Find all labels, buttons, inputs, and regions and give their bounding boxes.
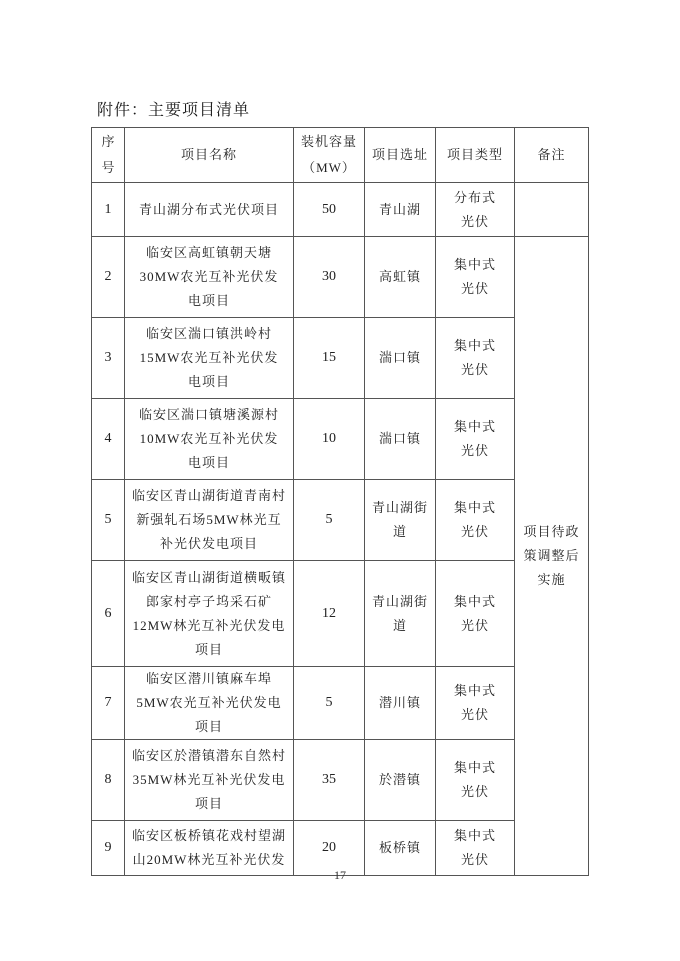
row-capacity: 10 xyxy=(294,399,365,480)
row-note-empty xyxy=(515,183,589,237)
header-name: 项目名称 xyxy=(125,128,294,183)
row-no: 9 xyxy=(92,821,125,876)
table-row xyxy=(92,740,589,821)
row-no: 6 xyxy=(92,561,125,667)
row-site: 青山湖 xyxy=(365,183,436,237)
row-project-name: 临安区青山湖街道横畈镇郎家村亭子坞采石矿12MW林光互补光伏发电项目 xyxy=(125,561,294,667)
table-row xyxy=(92,183,589,237)
merged-note-cell: 项目待政策调整后实施 xyxy=(515,237,589,876)
row-capacity: 20 xyxy=(294,821,365,876)
row-project-name: 临安区湍口镇洪岭村15MW农光互补光伏发电项目 xyxy=(125,318,294,399)
row-project-name: 临安区板桥镇花戏村望湖山20MW林光互补光伏发 xyxy=(125,821,294,876)
header-note: 备注 xyxy=(515,128,589,183)
table-header-row xyxy=(92,128,589,183)
row-no: 5 xyxy=(92,480,125,561)
row-no: 8 xyxy=(92,740,125,821)
row-site: 於潜镇 xyxy=(365,740,436,821)
row-site: 高虹镇 xyxy=(365,237,436,318)
header-capacity: 装机容量（MW） xyxy=(294,128,365,183)
row-site: 湍口镇 xyxy=(365,399,436,480)
row-capacity: 5 xyxy=(294,667,365,740)
row-project-name: 临安区於潜镇潜东自然村35MW林光互补光伏发电项目 xyxy=(125,740,294,821)
header-type: 项目类型 xyxy=(436,128,515,183)
row-type: 集中式光伏 xyxy=(436,667,515,740)
row-capacity: 30 xyxy=(294,237,365,318)
row-no: 2 xyxy=(92,237,125,318)
table-row xyxy=(92,237,589,318)
table-row xyxy=(92,561,589,667)
row-site: 湍口镇 xyxy=(365,318,436,399)
row-capacity: 15 xyxy=(294,318,365,399)
row-type: 集中式光伏 xyxy=(436,740,515,821)
row-capacity: 5 xyxy=(294,480,365,561)
table-row xyxy=(92,399,589,480)
row-type: 集中式光伏 xyxy=(436,399,515,480)
row-site: 板桥镇 xyxy=(365,821,436,876)
row-no: 1 xyxy=(92,183,125,237)
header-site: 项目选址 xyxy=(365,128,436,183)
project-list-table xyxy=(91,127,589,876)
row-type: 分布式光伏 xyxy=(436,183,515,237)
row-type: 集中式光伏 xyxy=(436,480,515,561)
row-capacity: 12 xyxy=(294,561,365,667)
row-project-name: 临安区潜川镇麻车埠5MW农光互补光伏发电项目 xyxy=(125,667,294,740)
page-title: 附件：主要项目清单 xyxy=(97,102,251,119)
row-no: 7 xyxy=(92,667,125,740)
row-type: 集中式光伏 xyxy=(436,561,515,667)
table-row xyxy=(92,667,589,740)
row-capacity: 35 xyxy=(294,740,365,821)
row-type: 集中式光伏 xyxy=(436,237,515,318)
row-project-name: 临安区高虹镇朝天塘30MW农光互补光伏发电项目 xyxy=(125,237,294,318)
row-project-name: 青山湖分布式光伏项目 xyxy=(125,183,294,237)
row-site: 潜川镇 xyxy=(365,667,436,740)
row-no: 3 xyxy=(92,318,125,399)
row-project-name: 临安区青山湖街道青南村新强轧石场5MW林光互补光伏发电项目 xyxy=(125,480,294,561)
row-site: 青山湖街道 xyxy=(365,561,436,667)
row-type: 集中式光伏 xyxy=(436,318,515,399)
row-no: 4 xyxy=(92,399,125,480)
table-row xyxy=(92,480,589,561)
table-row xyxy=(92,318,589,399)
row-capacity: 50 xyxy=(294,183,365,237)
row-project-name: 临安区湍口镇塘溪源村10MW农光互补光伏发电项目 xyxy=(125,399,294,480)
row-site: 青山湖街道 xyxy=(365,480,436,561)
row-type: 集中式光伏 xyxy=(436,821,515,876)
header-no: 序号 xyxy=(92,128,125,183)
page-number: 17 xyxy=(334,868,346,882)
